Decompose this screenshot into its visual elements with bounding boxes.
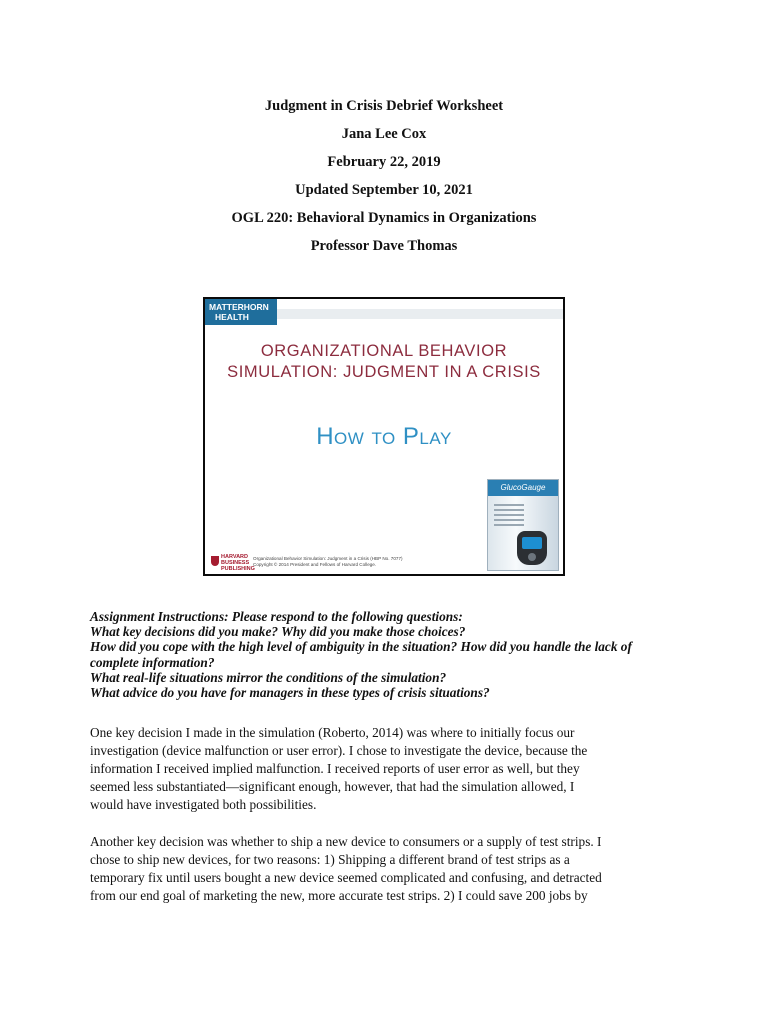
meter-button (528, 553, 536, 561)
slide-canvas (205, 299, 563, 574)
document-header (0, 92, 768, 260)
header-bar (277, 309, 563, 319)
instruction-line: What real-life situations mirror the conditions of the simulation? (90, 669, 447, 685)
instruction-line: How did you cope with the high level of ambiguity in the situation? How did you handle the lack of (90, 639, 632, 655)
box-text-lines (494, 504, 524, 529)
glucose-meter-icon (517, 531, 547, 565)
publisher-line-2: BUSINESS (221, 560, 250, 566)
slide-subtitle: How to Play (316, 423, 452, 450)
instruction-line: Assignment Instructions: Please respond to the following questions: (90, 609, 463, 624)
shield-icon (211, 556, 219, 566)
publisher-line-3: PUBLISHING (221, 566, 255, 572)
paragraph-line: temporary fix until users bought a new device seemed complicated and confusing, and detracted (90, 870, 602, 886)
author-name: Jana Lee Cox (341, 126, 427, 142)
professor-name: Professor Dave Thomas (310, 238, 458, 254)
document-title: Judgment in Crisis Debrief Worksheet (264, 98, 504, 114)
logo-line-2: HEALTH (215, 312, 249, 322)
paragraph-line: seemed less substantiated—significant enough, however, that had the simulation allowed, I (90, 779, 575, 795)
body-paragraph-1 (90, 724, 690, 814)
slide-title-line-1: ORGANIZATIONAL BEHAVIOR (260, 342, 508, 360)
instruction-line: What key decisions did you make? Why did you make those choices? (90, 624, 466, 640)
body-paragraph-2 (90, 833, 690, 905)
slide-title-line-2: SIMULATION: JUDGMENT IN A CRISIS (227, 363, 541, 381)
simulation-slide-image (203, 297, 565, 576)
slide-copyright (253, 556, 403, 568)
harvard-business-publishing-logo (211, 554, 255, 572)
logo-line-1: MATTERHORN (209, 302, 269, 312)
copyright-line-1: Organizational Behavior Simulation: Judgment in a Crisis (HBP No. 7077) (253, 556, 403, 561)
paragraph-line: investigation (device malfunction or user error). I chose to investigate the device, because the (90, 743, 588, 759)
paragraph-line: would have investigated both possibilities. (90, 797, 317, 813)
paragraph-line: information I received implied malfunction. I received reports of user error as well, but they (90, 761, 580, 777)
paragraph-line: Another key decision was whether to ship a new device to consumers or a supply of test strips. I (90, 834, 602, 849)
instruction-line: What advice do you have for managers in these types of crisis situations? (90, 685, 490, 701)
paragraph-line: One key decision I made in the simulation (Roberto, 2014) was where to initially focus our (90, 725, 575, 740)
assignment-instructions (90, 609, 680, 700)
document-date: February 22, 2019 (327, 154, 441, 170)
instruction-line: complete information? (90, 654, 215, 670)
matterhorn-health-logo (205, 299, 277, 325)
publisher-line-1: HARVARD (221, 554, 248, 560)
paragraph-line: chose to ship new devices, for two reasons: 1) Shipping a different brand of test strips as a (90, 852, 570, 868)
course-name: OGL 220: Behavioral Dynamics in Organizations (231, 210, 537, 226)
slide-title (205, 341, 563, 383)
meter-screen (522, 537, 542, 549)
updated-date: Updated September 10, 2021 (295, 182, 473, 198)
paragraph-line: from our end goal of marketing the new, more accurate test strips. 2) I could save 200 jobs by (90, 888, 588, 904)
copyright-line-2: Copyright © 2014 President and Fellows of Harvard College. (253, 562, 377, 567)
product-name: GlucoGauge (488, 480, 558, 496)
